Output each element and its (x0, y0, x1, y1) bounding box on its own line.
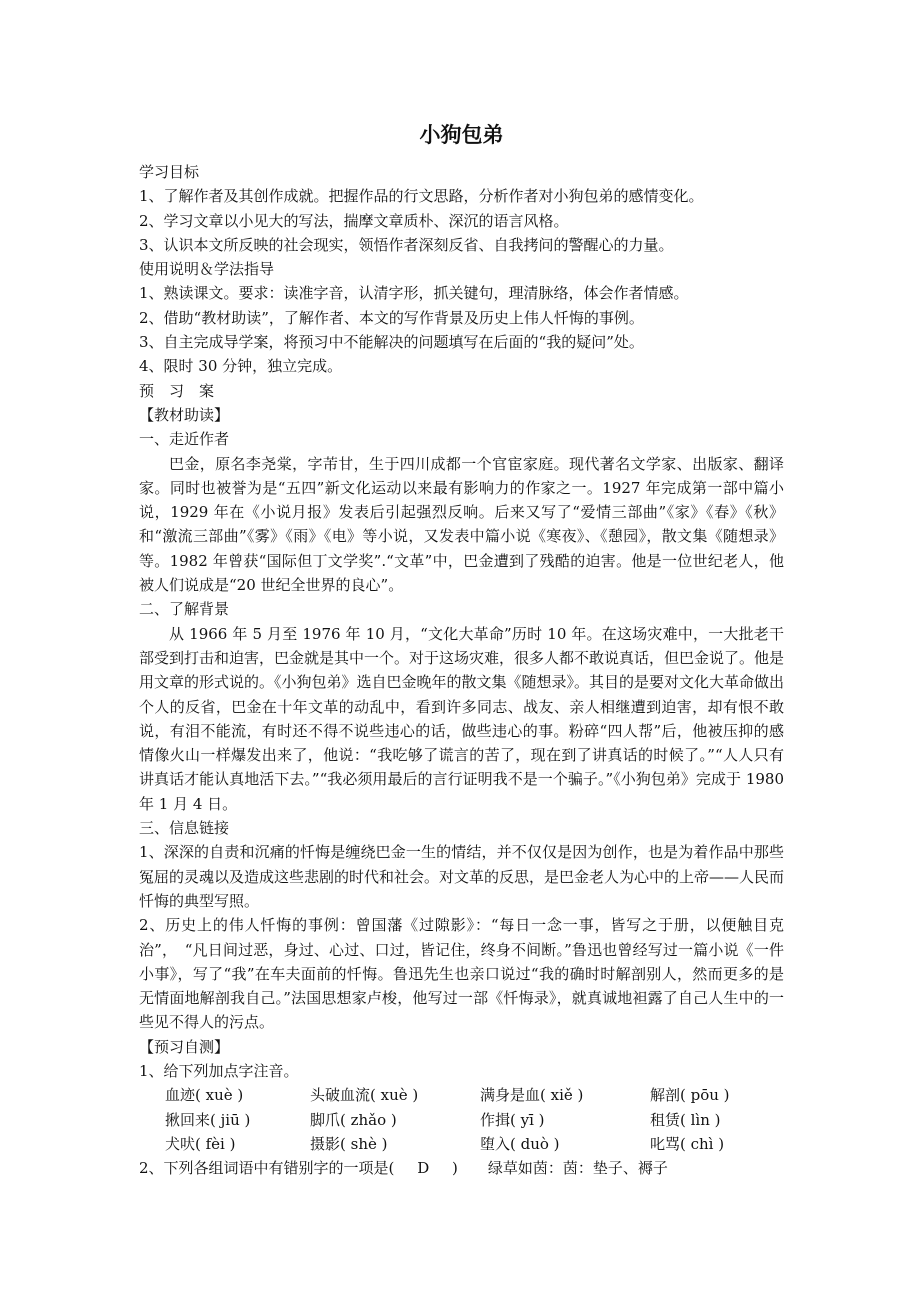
guide-heading: 使用说明＆学法指导 (139, 260, 275, 279)
guide-item: 2、借助“教材助读”，了解作者、本文的写作背景及历史上伟人忏悔的事例。 (139, 308, 644, 327)
guide-item: 1、熟读课文。要求：读准字音，认清字形，抓关键句，理清脉络，体会作者情感。 (139, 284, 689, 303)
pinyin-item: 摄影( shè ) (310, 1134, 388, 1153)
pinyin-item: 解剖( pōu ) (650, 1086, 730, 1105)
author-heading: 一、走近作者 (139, 430, 230, 449)
links-item-1: 1、深深的自责和沉痛的忏悔是缠绕巴金一生的情结，并不仅仅是因为创作，也是为着作品中那些冤屈的灵魂以及造成这些悲剧的时代和社会。对文革的反思，是巴金老人为心中的上帝——人民而忏悔的典型写照。 (139, 843, 785, 910)
preview-heading: 预 习 案 (139, 381, 215, 400)
pinyin-row (139, 1132, 784, 1156)
selftest-heading: 【预习自测】 (139, 1037, 230, 1056)
pinyin-item: 犬吠( fèi ) (165, 1134, 236, 1153)
links-item-2: 2、历史上的伟人忏悔的事例：曾国藩《过隙影》：“每日一念一事，皆写之于册，以便触目克治”， “凡日间过恶，身过、心过、口过，皆记住，终身不间断。”鲁迅也曾经写过一篇小说《一件小事》，写了“我”在车夫面前的忏悔。鲁迅先生也亲口说过“我的确时时解剖别人，然而更多的是无情面地解剖我自己。”法国思想家卢梭，他写过一部《忏悔录》，就真诚地袒露了自己人生中的一些见不得人的污点。 (139, 916, 784, 1032)
pinyin-item: 满身是血( xiě ) (480, 1086, 584, 1105)
background-paragraph: 从 1966 年 5 月至 1976 年 10 月，“文化大革命”历时 10 年。在这场灾难中，一大批老干部受到打击和迫害，巴金就是其中一个。对于这场灾难，很多人都不敢说真话，但巴金说了。他是用文章的形式说的。《小狗包弟》选自巴金晚年的散文集《随想录》。其目的是要对文化大革命做出个人的反省，巴金在十年文革的动乱中，看到许多同志、战友、亲人相继遭到迫害，却有恨不敢说，有泪不能流，有时还不得不说些违心的话，做些违心的事。粉碎“四人帮”后，他被压抑的感情像火山一样爆发出来了，他说：“我吃够了谎言的苦了，现在到了讲真话的时候了。”“人人只有讲真话才能认真地活下去。”“我必须用最后的言行证明我不是一个骗子。”《小狗包弟》完成于 1980 年 1 月 4 日。 (139, 624, 785, 813)
goals-heading: 学习目标 (139, 163, 200, 181)
goal-item: 1、了解作者及其创作成就。把握作品的行文思路，分析作者对小狗包弟的感情变化。 (139, 187, 704, 206)
pinyin-row (139, 1083, 784, 1107)
page-title: 小狗包弟 (419, 122, 504, 147)
background-heading: 二、了解背景 (139, 600, 230, 619)
aid-heading: 【教材助读】 (139, 405, 230, 424)
guide-item: 4、限时 30 分钟，独立完成。 (139, 357, 343, 376)
guide-item: 3、自主完成导学案，将预习中不能解决的问题填写在后面的“我的疑问”处。 (139, 333, 644, 352)
question-2-answer: D (417, 1159, 430, 1178)
question-2 (139, 1156, 784, 1180)
pinyin-row (139, 1108, 784, 1132)
pinyin-item: 血迹( xuè ) (165, 1086, 244, 1105)
pinyin-item: 头破血流( xuè ) (310, 1086, 419, 1105)
pinyin-item: 叱骂( chì ) (650, 1134, 725, 1153)
question-2-prefix: 2、下列各组词语中有错别字的一项是( (139, 1159, 395, 1178)
document-content (139, 120, 784, 1180)
links-heading: 三、信息链接 (139, 819, 230, 838)
question-2-suffix: ) 绿草如茵：茵：垫子、褥子 (452, 1159, 668, 1178)
author-paragraph: 巴金，原名李尧棠，字芾甘，生于四川成都一个官宦家庭。现代著名文学家、出版家、翻译家。同时也被誉为是“五四”新文化运动以来最有影响力的作家之一。1927 年完成第一部中篇小说，1929 年在《小说月报》发表后引起强烈反响。后来又写了“爱情三部曲”《家》《春》《秋》和“激流三部曲”《雾》《雨》《电》等小说，又发表中篇小说《寒夜》、《憩园》，散文集《随想录》等。1982 年曾获“国际但丁文学奖”.“文革”中，巴金遭到了残酷的迫害。他是一位世纪老人，他被人们说成是“20 世纪全世界的良心”。 (139, 454, 784, 595)
goal-item: 3、认识本文所反映的社会现实，领悟作者深刻反省、自我拷问的警醒心的力量。 (139, 235, 674, 254)
goal-item: 2、学习文章以小见大的写法，揣摩文章质朴、深沉的语言风格。 (139, 211, 569, 230)
pinyin-item: 堕入( duò ) (480, 1134, 560, 1153)
question-1: 1、给下列加点字注音。 (139, 1061, 299, 1080)
pinyin-item: 作揖( yī ) (480, 1110, 545, 1129)
pinyin-item: 脚爪( zhǎo ) (310, 1110, 397, 1129)
pinyin-item: 租赁( lìn ) (650, 1110, 721, 1129)
pinyin-item: 揪回来( jiū ) (165, 1110, 251, 1129)
